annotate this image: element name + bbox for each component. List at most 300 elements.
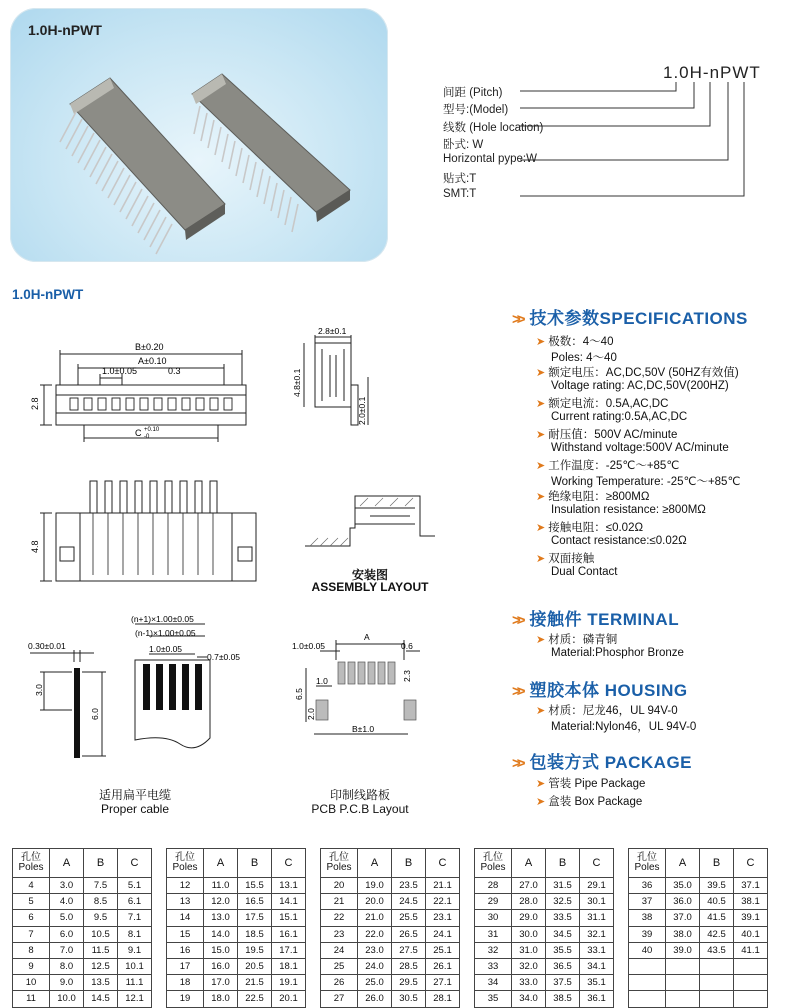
spec-item-cn-text: 极数：4～40 bbox=[548, 336, 614, 348]
table-cell: 38.0 bbox=[666, 926, 700, 942]
table-cell: 34.0 bbox=[512, 991, 546, 1007]
table-row bbox=[475, 910, 614, 926]
table-cell: 33.1 bbox=[580, 942, 614, 958]
table-row bbox=[629, 958, 768, 974]
table-row bbox=[629, 975, 768, 991]
spec-item-cn bbox=[536, 550, 740, 566]
table-cell: 36.1 bbox=[580, 991, 614, 1007]
table-cell: 21.5 bbox=[238, 975, 272, 991]
spec-item-en: Insulation resistance: ≥800MΩ bbox=[551, 503, 706, 516]
table-cell bbox=[734, 991, 768, 1007]
poles-header-en: Poles bbox=[18, 862, 44, 873]
table-row bbox=[13, 975, 152, 991]
table-cell: 15.1 bbox=[272, 910, 306, 926]
chevron-right-icon: >> bbox=[512, 612, 522, 629]
table-cell: 16 bbox=[167, 942, 204, 958]
table-cell: 28.1 bbox=[426, 991, 460, 1007]
table-cell: 14 bbox=[167, 910, 204, 926]
table-cell: 22.5 bbox=[238, 991, 272, 1007]
column-header-a: A bbox=[666, 849, 700, 878]
spec-item-cn bbox=[536, 395, 740, 411]
table-cell: 36 bbox=[629, 878, 666, 894]
spec-item-cn-text: 双面接触 bbox=[548, 553, 595, 565]
table-cell: 35.1 bbox=[580, 975, 614, 991]
table-cell: 35.0 bbox=[666, 878, 700, 894]
table-row bbox=[475, 894, 614, 910]
housing-line-1 bbox=[536, 702, 678, 718]
pcb-layout-drawing bbox=[290, 630, 430, 740]
table-cell: 5 bbox=[13, 894, 50, 910]
table-cell: 18.0 bbox=[204, 991, 238, 1007]
poles-header-cn: 孔位 bbox=[175, 852, 195, 863]
front-dim-c-tol-top: +0.10 bbox=[144, 427, 160, 433]
pcb-dim-b: B±1.0 bbox=[352, 724, 375, 734]
table-cell: 24.0 bbox=[358, 958, 392, 974]
table-row bbox=[167, 975, 306, 991]
terminal-title-en: TERMINAL bbox=[587, 610, 680, 629]
table-cell: 23 bbox=[321, 926, 358, 942]
pole-table bbox=[320, 848, 460, 1008]
terminal-title-cn: 接触件 bbox=[529, 610, 583, 629]
table-row bbox=[629, 942, 768, 958]
arrow-icon: ➤ bbox=[536, 796, 549, 808]
table-cell: 39.0 bbox=[666, 942, 700, 958]
spec-item-en: Withstand voltage:500V AC/minute bbox=[551, 441, 729, 454]
arrow-icon: ➤ bbox=[536, 634, 549, 646]
column-header-b: B bbox=[84, 849, 118, 878]
table-cell: 7 bbox=[13, 926, 50, 942]
table-cell: 40.5 bbox=[700, 894, 734, 910]
terminal-material-cn: 材质：磷青铜 bbox=[548, 634, 618, 646]
table-cell: 39 bbox=[629, 926, 666, 942]
table-cell: 30.5 bbox=[392, 991, 426, 1007]
table-cell: 7.5 bbox=[84, 878, 118, 894]
package-item-2-label: 盒装 Box Package bbox=[548, 796, 643, 808]
table-cell: 22 bbox=[321, 910, 358, 926]
table-cell: 13.5 bbox=[84, 975, 118, 991]
table-cell: 31 bbox=[475, 926, 512, 942]
table-cell: 22.0 bbox=[358, 926, 392, 942]
pcb-dim-a: A bbox=[364, 632, 370, 642]
side-dim-h1: 4.8±0.1 bbox=[292, 368, 302, 397]
cable-dim-n-minus: (n-1)×1.00±0.05 bbox=[135, 628, 196, 638]
side-dim-h2: 2.0±0.1 bbox=[357, 396, 367, 425]
table-cell: 6 bbox=[13, 910, 50, 926]
table-cell: 19.0 bbox=[358, 878, 392, 894]
table-cell: 40 bbox=[629, 942, 666, 958]
table-cell: 28.5 bbox=[392, 958, 426, 974]
table-cell: 15.0 bbox=[204, 942, 238, 958]
table-row bbox=[321, 942, 460, 958]
table-row bbox=[167, 942, 306, 958]
table-cell: 27 bbox=[321, 991, 358, 1007]
table-row bbox=[475, 926, 614, 942]
spec-item-en: Poles: 4～40 bbox=[551, 351, 617, 364]
table-cell: 11.5 bbox=[84, 942, 118, 958]
column-header-b: B bbox=[546, 849, 580, 878]
spec-item-cn bbox=[536, 333, 740, 349]
table-cell: 35.5 bbox=[546, 942, 580, 958]
table-row bbox=[475, 878, 614, 894]
assembly-layout-drawing bbox=[300, 488, 440, 558]
table-cell: 30.0 bbox=[512, 926, 546, 942]
spec-item-cn-text: 接触电阻：≤0.02Ω bbox=[548, 522, 644, 534]
table-cell: 26 bbox=[321, 975, 358, 991]
poles-header-cn: 孔位 bbox=[637, 852, 657, 863]
pole-table bbox=[628, 848, 768, 1008]
package-item-2 bbox=[536, 793, 642, 809]
spec-item-cn-text: 额定电流：0.5A,AC,DC bbox=[548, 398, 669, 410]
table-row bbox=[167, 958, 306, 974]
specs-list bbox=[536, 333, 740, 581]
table-cell: 30 bbox=[475, 910, 512, 926]
spec-item-en: Contact resistance:≤0.02Ω bbox=[551, 534, 687, 547]
table-cell: 39.5 bbox=[700, 878, 734, 894]
product-photo-panel bbox=[10, 8, 388, 262]
model-code-label-7: SMT:T bbox=[443, 188, 477, 200]
side-dim-w: 2.8±0.1 bbox=[318, 326, 347, 336]
table-cell: 26.0 bbox=[358, 991, 392, 1007]
table-cell: 5.0 bbox=[50, 910, 84, 926]
column-header-c: C bbox=[272, 849, 306, 878]
table-cell: 12.1 bbox=[118, 991, 152, 1007]
table-cell: 11.0 bbox=[204, 878, 238, 894]
table-cell: 20.5 bbox=[238, 958, 272, 974]
table-row bbox=[321, 975, 460, 991]
table-cell: 25.1 bbox=[426, 942, 460, 958]
table-cell: 38.5 bbox=[546, 991, 580, 1007]
model-code-label-6: 贴式:T bbox=[443, 173, 477, 185]
table-cell: 33 bbox=[475, 958, 512, 974]
table-cell: 5.1 bbox=[118, 878, 152, 894]
table-cell: 32.1 bbox=[580, 926, 614, 942]
table-cell: 34.1 bbox=[580, 958, 614, 974]
table-cell: 37 bbox=[629, 894, 666, 910]
specs-title-en: SPECIFICATIONS bbox=[599, 309, 748, 328]
pcb-caption-cn: 印制线路板 bbox=[329, 788, 390, 802]
arrow-icon: ➤ bbox=[536, 491, 549, 503]
table-cell: 21 bbox=[321, 894, 358, 910]
table-cell: 15.5 bbox=[238, 878, 272, 894]
table-cell: 36.0 bbox=[666, 894, 700, 910]
front-dim-b: B±0.20 bbox=[135, 342, 164, 352]
chevron-right-icon: >> bbox=[512, 683, 522, 700]
front-dim-w: 0.3 bbox=[168, 366, 181, 376]
table-row bbox=[167, 991, 306, 1007]
table-row bbox=[475, 975, 614, 991]
table-cell: 38.1 bbox=[734, 894, 768, 910]
spec-item-cn-text: 耐压值：500V AC/minute bbox=[548, 429, 678, 441]
column-header-b: B bbox=[700, 849, 734, 878]
body-view-drawing bbox=[30, 475, 270, 595]
table-cell: 42.5 bbox=[700, 926, 734, 942]
column-header-c: C bbox=[580, 849, 614, 878]
table-cell: 29.0 bbox=[512, 910, 546, 926]
table-cell: 40.1 bbox=[734, 926, 768, 942]
specs-heading bbox=[512, 304, 748, 329]
table-cell: 7.0 bbox=[50, 942, 84, 958]
table-cell: 10 bbox=[13, 975, 50, 991]
table-cell: 14.1 bbox=[272, 894, 306, 910]
housing-material-cn: 材质：尼龙46，UL 94V-0 bbox=[548, 705, 678, 717]
poles-header bbox=[629, 849, 666, 878]
table-row bbox=[13, 910, 152, 926]
table-row bbox=[167, 878, 306, 894]
front-dim-h: 2.8 bbox=[30, 397, 40, 410]
spec-item-en: Working Temperature: -25℃～+85℃ bbox=[551, 475, 741, 488]
spec-item-en: Voltage rating: AC,DC,50V(200HZ) bbox=[551, 379, 729, 392]
table-cell: 31.1 bbox=[580, 910, 614, 926]
model-code-label-3: 线数 (Hole location) bbox=[443, 122, 544, 134]
arrow-icon: ➤ bbox=[536, 429, 549, 441]
table-row bbox=[321, 991, 460, 1007]
terminal-material-en: Material:Phosphor Bronze bbox=[551, 647, 684, 659]
poles-header-en: Poles bbox=[172, 862, 198, 873]
table-cell: 23.0 bbox=[358, 942, 392, 958]
table-cell: 25 bbox=[321, 958, 358, 974]
table-cell: 4.0 bbox=[50, 894, 84, 910]
assembly-caption-en: ASSEMBLY LAYOUT bbox=[311, 580, 429, 594]
arrow-icon: ➤ bbox=[536, 522, 549, 534]
terminal-heading bbox=[512, 605, 679, 630]
poles-header-en: Poles bbox=[480, 862, 506, 873]
pole-table bbox=[166, 848, 306, 1008]
pole-table bbox=[12, 848, 152, 1008]
table-cell: 18.5 bbox=[238, 926, 272, 942]
chevron-right-icon: >> bbox=[512, 311, 522, 328]
table-cell: 10.0 bbox=[50, 991, 84, 1007]
table-cell bbox=[666, 975, 700, 991]
column-header-a: A bbox=[512, 849, 546, 878]
table-row bbox=[629, 878, 768, 894]
arrow-icon: ➤ bbox=[536, 705, 549, 717]
table-cell: 30.1 bbox=[580, 894, 614, 910]
spec-item-en: Dual Contact bbox=[551, 565, 618, 578]
front-dim-a: A±0.10 bbox=[138, 356, 167, 366]
table-cell: 27.0 bbox=[512, 878, 546, 894]
table-cell: 23.1 bbox=[426, 910, 460, 926]
pole-table bbox=[474, 848, 614, 1008]
arrow-icon: ➤ bbox=[536, 778, 549, 790]
cable-dim-n-plus: (n+1)×1.00±0.05 bbox=[131, 614, 194, 624]
table-row bbox=[13, 991, 152, 1007]
table-cell: 24.5 bbox=[392, 894, 426, 910]
table-cell: 10.5 bbox=[84, 926, 118, 942]
table-cell: 31.0 bbox=[512, 942, 546, 958]
table-cell: 33.0 bbox=[512, 975, 546, 991]
front-view-drawing bbox=[30, 330, 270, 450]
table-cell: 20.1 bbox=[272, 991, 306, 1007]
table-cell: 35 bbox=[475, 991, 512, 1007]
table-cell bbox=[629, 958, 666, 974]
poles-header-cn: 孔位 bbox=[329, 852, 349, 863]
spec-item-cn bbox=[536, 426, 740, 442]
column-header-c: C bbox=[118, 849, 152, 878]
assembly-caption-cn: 安装图 bbox=[351, 568, 388, 582]
table-cell: 9.0 bbox=[50, 975, 84, 991]
cable-dim-t: 0.30±0.01 bbox=[28, 641, 66, 651]
cable-caption-cn: 适用扁平电缆 bbox=[98, 788, 171, 802]
table-cell: 15 bbox=[167, 926, 204, 942]
column-header-c: C bbox=[426, 849, 460, 878]
table-cell: 18.1 bbox=[272, 958, 306, 974]
table-cell: 22.1 bbox=[426, 894, 460, 910]
table-cell: 9.1 bbox=[118, 942, 152, 958]
table-cell: 43.5 bbox=[700, 942, 734, 958]
table-cell bbox=[700, 991, 734, 1007]
table-row bbox=[321, 910, 460, 926]
column-header-b: B bbox=[392, 849, 426, 878]
model-code-label-4: 卧式: W bbox=[443, 139, 484, 151]
table-cell bbox=[734, 958, 768, 974]
spec-item-cn-text: 工作温度：-25℃～+85℃ bbox=[548, 460, 680, 472]
arrow-icon: ➤ bbox=[536, 553, 549, 565]
pcb-dim-pitch: 1.0±0.05 bbox=[292, 641, 326, 651]
spec-item-cn bbox=[536, 519, 740, 535]
body-dim-h: 4.8 bbox=[30, 540, 40, 553]
table-cell bbox=[666, 991, 700, 1007]
table-cell: 19.1 bbox=[272, 975, 306, 991]
pcb-dim-w1: 1.0 bbox=[316, 676, 328, 686]
spec-item-cn bbox=[536, 488, 740, 504]
table-cell: 37.1 bbox=[734, 878, 768, 894]
front-dim-c: C bbox=[135, 428, 142, 438]
poles-header bbox=[13, 849, 50, 878]
chevron-right-icon: >> bbox=[512, 755, 522, 772]
table-cell: 28.0 bbox=[512, 894, 546, 910]
poles-header bbox=[321, 849, 358, 878]
table-cell: 21.1 bbox=[426, 878, 460, 894]
table-cell bbox=[629, 991, 666, 1007]
table-cell: 3.0 bbox=[50, 878, 84, 894]
photo-title: 1.0H-nPWT bbox=[28, 22, 102, 38]
table-row bbox=[475, 958, 614, 974]
table-cell: 24.1 bbox=[426, 926, 460, 942]
model-code-label-5: Horizontal pype:W bbox=[443, 153, 537, 165]
table-cell: 7.1 bbox=[118, 910, 152, 926]
table-cell bbox=[700, 958, 734, 974]
table-row bbox=[321, 878, 460, 894]
front-dim-c-tol-bottom: -0 bbox=[144, 434, 150, 440]
table-row bbox=[13, 942, 152, 958]
table-cell: 12 bbox=[167, 878, 204, 894]
table-row bbox=[13, 958, 152, 974]
poles-header-cn: 孔位 bbox=[483, 852, 503, 863]
table-cell: 11 bbox=[13, 991, 50, 1007]
table-cell: 12.0 bbox=[204, 894, 238, 910]
table-cell: 26.1 bbox=[426, 958, 460, 974]
terminal-line-1 bbox=[536, 631, 617, 647]
package-item-1 bbox=[536, 775, 645, 791]
table-cell: 16.1 bbox=[272, 926, 306, 942]
front-dim-pitch: 1.0±0.05 bbox=[102, 366, 137, 376]
housing-title-en: HOUSING bbox=[604, 681, 688, 700]
table-row bbox=[167, 894, 306, 910]
table-cell: 25.5 bbox=[392, 910, 426, 926]
table-cell: 9.5 bbox=[84, 910, 118, 926]
side-view-drawing bbox=[288, 325, 378, 445]
table-cell: 32.5 bbox=[546, 894, 580, 910]
table-cell bbox=[734, 975, 768, 991]
arrow-icon: ➤ bbox=[536, 367, 549, 379]
cable-dim-pitch: 1.0±0.05 bbox=[149, 644, 183, 654]
table-cell: 8.1 bbox=[118, 926, 152, 942]
table-cell: 32 bbox=[475, 942, 512, 958]
housing-material-en: Material:Nylon46，UL 94V-0 bbox=[551, 721, 697, 733]
table-row bbox=[629, 926, 768, 942]
cable-top-drawing bbox=[125, 612, 285, 762]
table-cell: 17.5 bbox=[238, 910, 272, 926]
table-cell: 16.0 bbox=[204, 958, 238, 974]
table-row bbox=[13, 894, 152, 910]
table-cell: 8.0 bbox=[50, 958, 84, 974]
table-cell: 19.5 bbox=[238, 942, 272, 958]
table-cell: 10.1 bbox=[118, 958, 152, 974]
poles-header bbox=[475, 849, 512, 878]
table-cell: 37.5 bbox=[546, 975, 580, 991]
table-cell: 16.5 bbox=[238, 894, 272, 910]
table-cell: 8 bbox=[13, 942, 50, 958]
table-cell: 27.5 bbox=[392, 942, 426, 958]
table-cell: 20 bbox=[321, 878, 358, 894]
table-cell: 18 bbox=[167, 975, 204, 991]
table-cell: 39.1 bbox=[734, 910, 768, 926]
table-cell bbox=[666, 958, 700, 974]
pcb-dim-h: 6.5 bbox=[294, 688, 304, 700]
table-cell: 41.1 bbox=[734, 942, 768, 958]
pcb-dim-pad: 0.6 bbox=[401, 641, 413, 651]
pcb-dim-h3: 2.0 bbox=[306, 708, 316, 720]
pcb-caption-en: PCB P.C.B Layout bbox=[311, 802, 409, 816]
arrow-icon: ➤ bbox=[536, 336, 549, 348]
specs-title-cn: 技术参数 bbox=[529, 309, 600, 328]
model-code: 1.0H-nPWT bbox=[663, 63, 761, 82]
cable-side-drawing bbox=[24, 640, 114, 770]
column-header-c: C bbox=[734, 849, 768, 878]
table-cell: 13 bbox=[167, 894, 204, 910]
table-cell: 41.5 bbox=[700, 910, 734, 926]
table-cell: 13.0 bbox=[204, 910, 238, 926]
connector-left-image bbox=[60, 78, 225, 254]
model-code-label-2: 型号:(Model) bbox=[443, 104, 509, 116]
table-cell: 20.0 bbox=[358, 894, 392, 910]
table-cell: 21.0 bbox=[358, 910, 392, 926]
table-cell: 8.5 bbox=[84, 894, 118, 910]
table-cell: 19 bbox=[167, 991, 204, 1007]
table-cell: 28 bbox=[475, 878, 512, 894]
table-cell: 29.5 bbox=[392, 975, 426, 991]
table-cell: 26.5 bbox=[392, 926, 426, 942]
poles-header-cn: 孔位 bbox=[21, 852, 41, 863]
table-cell: 17.0 bbox=[204, 975, 238, 991]
poles-header-en: Poles bbox=[326, 862, 352, 873]
table-cell: 29 bbox=[475, 894, 512, 910]
table-cell: 11.1 bbox=[118, 975, 152, 991]
table-cell: 33.5 bbox=[546, 910, 580, 926]
table-row bbox=[629, 894, 768, 910]
spec-item-cn-text: 额定电压：AC,DC,50V (50HZ有效值) bbox=[548, 367, 739, 379]
cable-dim-gap: 0.7±0.05 bbox=[207, 652, 241, 662]
arrow-icon: ➤ bbox=[536, 398, 549, 410]
table-cell: 14.5 bbox=[84, 991, 118, 1007]
table-row bbox=[13, 878, 152, 894]
cable-caption-en: Proper cable bbox=[100, 802, 170, 816]
table-cell: 34 bbox=[475, 975, 512, 991]
table-cell: 29.1 bbox=[580, 878, 614, 894]
table-cell: 34.5 bbox=[546, 926, 580, 942]
package-title-en: PACKAGE bbox=[604, 753, 693, 772]
table-cell: 14.0 bbox=[204, 926, 238, 942]
